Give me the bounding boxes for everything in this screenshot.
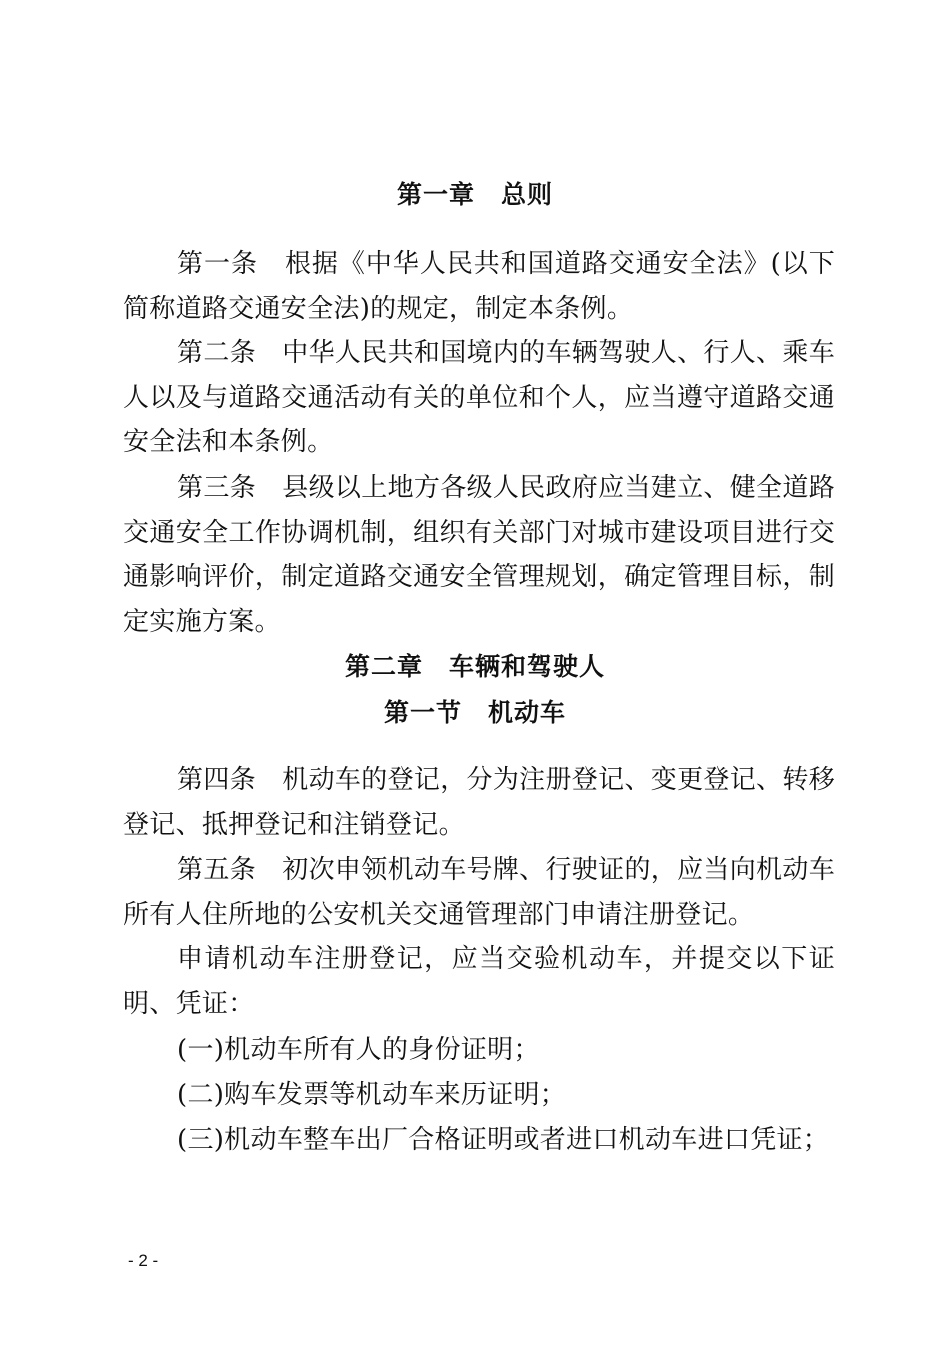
article-3-label: 第三条 <box>177 473 256 503</box>
article-2-label: 第二条 <box>177 338 256 368</box>
list-item: (一)机动车所有人的身份证明； <box>177 1035 540 1065</box>
article-5-text: 初次申领机动车号牌、行驶证的，应当向机动车所有人住所地的公安机关交通管理部门申请注册登记。 <box>123 855 835 930</box>
section-1-title: 第一节 机动车 <box>383 698 566 727</box>
article-5 <box>123 848 835 937</box>
list-item: (二)购车发票等机动车来历证明； <box>177 1080 567 1110</box>
article-1-text: 根据《中华人民共和国道路交通安全法》(以下简称道路交通安全法)的规定，制定本条例。 <box>123 249 835 324</box>
article-2 <box>123 331 835 465</box>
article-1-label: 第一条 <box>177 249 258 279</box>
article-4-label: 第四条 <box>177 765 256 795</box>
article-3-text: 县级以上地方各级人民政府应当建立、健全道路交通安全工作协调机制，组织有关部门对城市建设项目进行交通影响评价，制定道路交通安全管理规划，确定管理目标，制定实施方案。 <box>123 473 835 637</box>
registration-paragraph: 申请机动车注册登记，应当交验机动车，并提交以下证明、凭证： <box>123 944 835 1019</box>
article-2-text: 中华人民共和国境内的车辆驾驶人、行人、乘车人以及与道路交通活动有关的单位和个人，应当遵守道路交通安全法和本条例。 <box>123 338 835 457</box>
list-item: (三)机动车整车出厂合格证明或者进口机动车进口凭证； <box>177 1125 830 1155</box>
chapter-2-title: 第二章 车辆和驾驶人 <box>344 652 605 681</box>
article-4 <box>123 758 835 847</box>
chapter-1-title: 第一章 总则 <box>396 180 553 209</box>
article-3 <box>123 466 835 644</box>
article-1 <box>123 242 835 331</box>
article-4-text: 机动车的登记，分为注册登记、变更登记、转移登记、抵押登记和注销登记。 <box>123 765 835 840</box>
page-number: - 2 - <box>128 1251 159 1270</box>
article-5-label: 第五条 <box>177 855 256 885</box>
